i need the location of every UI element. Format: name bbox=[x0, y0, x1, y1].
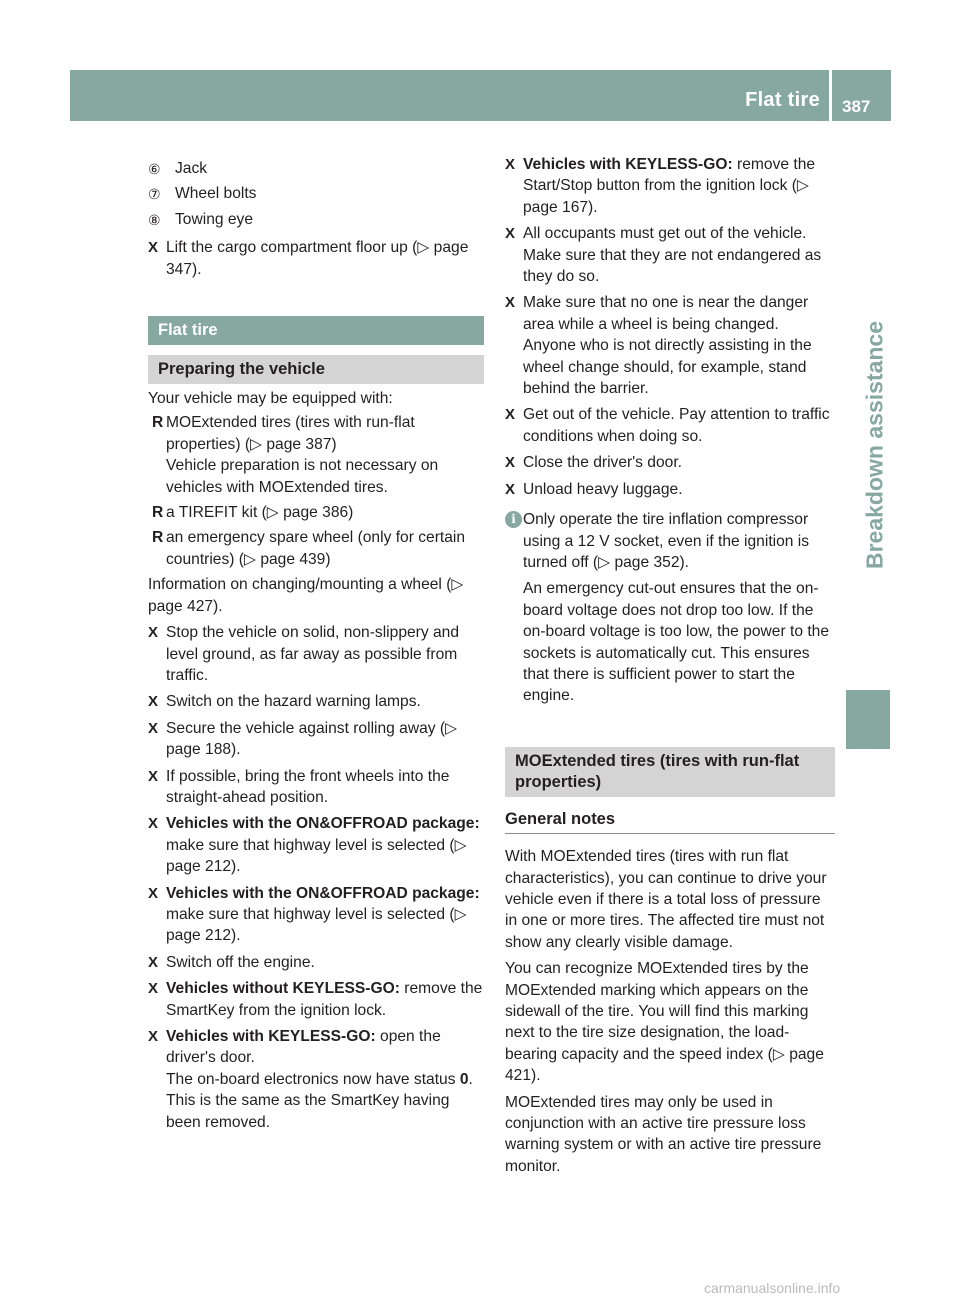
info-paragraph: Only operate the tire inflation compressor using a 12 V socket, even if the ignition is turned off (▷ page 352). bbox=[523, 511, 810, 571]
instruction-step bbox=[148, 813, 484, 877]
instruction-step bbox=[505, 452, 835, 473]
instruction-step bbox=[505, 154, 835, 218]
list-item-text: Towing eye bbox=[175, 210, 254, 228]
instruction-step bbox=[148, 978, 484, 1021]
list-item bbox=[148, 183, 484, 204]
instruction-step bbox=[505, 292, 835, 399]
header-separator bbox=[829, 70, 832, 121]
number-marker: ⑥ bbox=[148, 161, 161, 177]
bullet-text: a TIREFIT kit (▷ page 386) bbox=[166, 504, 354, 522]
step-text: remove the Start/Stop button from the ignition lock (▷ page 167). bbox=[523, 156, 816, 216]
step-condition: Vehicles with KEYLESS-GO: bbox=[166, 1028, 376, 1045]
subsection-heading: MOExtended tires (tires with run-flat properties) bbox=[505, 747, 835, 797]
step-text: Make sure that no one is near the danger area while a wheel is being changed. Anyone who is not directly assisting in the wheel change should, for example, stand behind the barrier. bbox=[523, 294, 812, 398]
body-paragraph: You can recognize MOExtended tires by the MOExtended marking which appears on the sidewall of the tire. You will find this marking next to the tire size designation, the load-bearing capacity and the speed index (▷ page 421). bbox=[505, 960, 824, 1085]
bullet-item bbox=[148, 502, 484, 523]
page-title: Flat tire bbox=[745, 89, 820, 111]
instruction-step bbox=[148, 883, 484, 947]
step-text: Stop the vehicle on solid, non-slippery and level ground, as far away as possible from traffic. bbox=[166, 624, 459, 684]
bullet-marker: R bbox=[152, 504, 164, 522]
step-text: make sure that highway level is selected (▷ page 212). bbox=[166, 905, 467, 945]
step-marker: X bbox=[148, 767, 159, 785]
step-text: If possible, bring the front wheels into the straight-ahead position. bbox=[166, 767, 450, 806]
bullet-item bbox=[148, 527, 484, 570]
side-tab-marker bbox=[846, 690, 890, 749]
step-marker: X bbox=[148, 693, 159, 711]
side-tab-label: Breakdown assistance bbox=[861, 320, 888, 570]
step-marker: X bbox=[148, 239, 159, 257]
left-column bbox=[148, 158, 484, 1138]
step-text: Secure the vehicle against rolling away (▷ page 188). bbox=[166, 719, 458, 759]
step-marker: X bbox=[148, 624, 159, 642]
body-paragraph: MOExtended tires may only be used in conjunction with an active tire pressure loss warning system or with an active tire pressure monitor. bbox=[505, 1093, 822, 1175]
step-marker: X bbox=[505, 406, 516, 424]
intro-text: Your vehicle may be equipped with: bbox=[148, 390, 393, 408]
list-item-text: Jack bbox=[175, 160, 208, 177]
instruction-step bbox=[148, 718, 484, 761]
right-column bbox=[505, 154, 835, 1177]
status-value: 0 bbox=[459, 1070, 469, 1088]
step-marker: X bbox=[505, 156, 516, 173]
bullet-text: an emergency spare wheel (only for certain countries) (▷ page 439) bbox=[166, 529, 466, 568]
bullet-marker: R bbox=[152, 414, 164, 432]
step-marker: X bbox=[505, 294, 516, 312]
step-condition: Vehicles with the ON&OFFROAD package: bbox=[166, 815, 480, 833]
step-text: Close the driver's door. bbox=[523, 454, 682, 472]
instruction-step bbox=[148, 237, 484, 280]
step-condition: Vehicles with the ON&OFFROAD package: bbox=[166, 884, 480, 902]
step-text: open the driver's door. bbox=[166, 1028, 441, 1067]
note-text: The on-board electronics now have status bbox=[166, 1070, 460, 1088]
page-number: 387 bbox=[842, 97, 871, 116]
info-note bbox=[505, 509, 835, 707]
step-marker: X bbox=[148, 953, 159, 971]
step-marker: X bbox=[148, 884, 159, 902]
info-text: Information on changing/mounting a wheel (▷ page 427). bbox=[148, 576, 464, 615]
number-marker: ⑦ bbox=[148, 186, 161, 203]
step-text: Switch on the hazard warning lamps. bbox=[166, 693, 421, 711]
step-marker: X bbox=[505, 480, 516, 498]
step-condition: Vehicles with KEYLESS-GO: bbox=[523, 156, 733, 173]
step-marker: X bbox=[148, 1028, 159, 1045]
step-text: Lift the cargo compartment floor up (▷ page 347). bbox=[166, 239, 469, 278]
info-paragraph: An emergency cut-out ensures that the on-board voltage does not drop too low. If the on-board voltage is too low, the power to the sockets is automatically cut. This ensures that there is sufficient power to start the engine. bbox=[523, 580, 830, 705]
step-note bbox=[166, 1069, 484, 1133]
list-item bbox=[148, 209, 484, 230]
step-condition: Vehicles without KEYLESS-GO: bbox=[166, 980, 400, 998]
step-marker: X bbox=[148, 980, 159, 998]
section-heading: Flat tire bbox=[148, 316, 484, 345]
number-marker: ⑧ bbox=[148, 211, 161, 228]
step-marker: X bbox=[148, 719, 159, 737]
instruction-step bbox=[505, 404, 835, 447]
instruction-step bbox=[148, 1026, 484, 1133]
info-icon: i bbox=[505, 511, 522, 528]
step-text: Get out of the vehicle. Pay attention to traffic conditions when doing so. bbox=[523, 406, 830, 445]
footer-watermark: carmanualsonline.info bbox=[704, 1280, 841, 1296]
bullet-text: MOExtended tires (tires with run-flat properties) (▷ page 387) bbox=[166, 414, 415, 453]
general-notes-heading: General notes bbox=[505, 809, 835, 834]
instruction-step bbox=[505, 223, 835, 287]
step-text: All occupants must get out of the vehicle. Make sure that they are not endangered as they do so. bbox=[523, 225, 822, 286]
step-marker: X bbox=[505, 225, 516, 243]
body-paragraph: With MOExtended tires (tires with run flat characteristics), you can continue to drive your vehicle even if there is a total loss of pressure in one or more tires. The affected tire must not show any clearly visible damage. bbox=[505, 848, 827, 951]
instruction-step bbox=[505, 479, 835, 500]
bullet-item bbox=[148, 412, 484, 498]
step-marker: X bbox=[148, 815, 159, 833]
bullet-note: Vehicle preparation is not necessary on vehicles with MOExtended tires. bbox=[166, 457, 439, 496]
list-item-text: Wheel bolts bbox=[175, 185, 257, 203]
instruction-step bbox=[148, 691, 484, 712]
instruction-step bbox=[148, 766, 484, 809]
note-text: . This is the same as the SmartKey having been removed. bbox=[166, 1070, 473, 1131]
instruction-step bbox=[148, 952, 484, 973]
step-text: remove the SmartKey from the ignition lock. bbox=[166, 980, 483, 1019]
step-text: make sure that highway level is selected (▷ page 212). bbox=[166, 836, 467, 876]
subsection-heading: Preparing the vehicle bbox=[148, 355, 484, 384]
step-marker: X bbox=[505, 454, 516, 472]
instruction-step bbox=[148, 622, 484, 686]
step-text: Switch off the engine. bbox=[166, 953, 315, 971]
bullet-marker: R bbox=[152, 529, 164, 547]
list-item bbox=[148, 158, 484, 179]
step-text: Unload heavy luggage. bbox=[523, 480, 683, 498]
